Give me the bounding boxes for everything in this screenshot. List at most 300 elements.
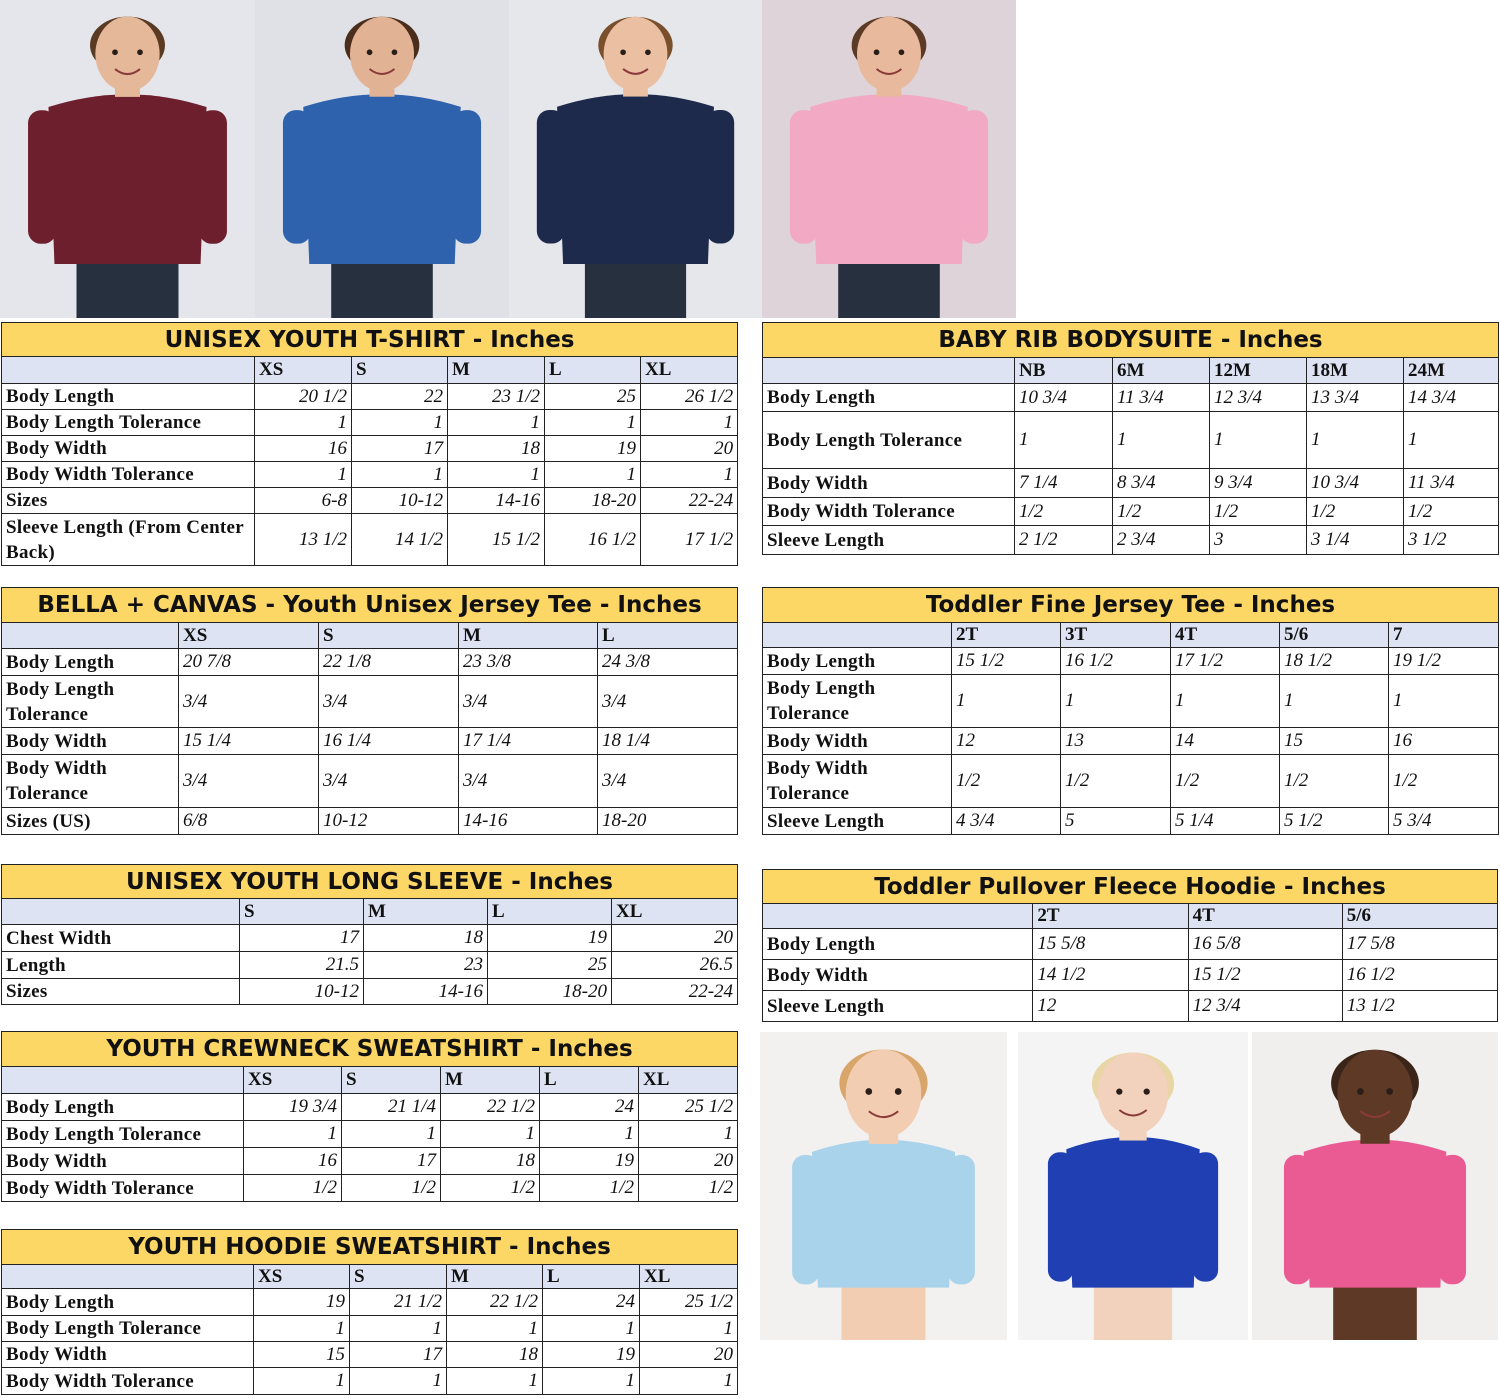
eye [865,1088,872,1095]
measurement-cell: 12 [1033,991,1188,1022]
measurement-cell: 1 [543,1316,640,1342]
measurement-cell: 19 1/2 [1389,648,1499,675]
row-label: Body Width [763,728,952,755]
youth-tshirt-size-table [1,322,738,566]
toddler-photo-2 [1018,1032,1248,1340]
row-label: Sleeve Length [763,991,1033,1022]
measurement-cell: 16 [1389,728,1499,755]
eye [1144,1089,1150,1095]
table-row [2,1289,738,1316]
measurement-cell: 1 [639,1121,738,1148]
measurement-cell: 19 [488,925,612,952]
size-header: XL [641,357,738,384]
measurement-cell: 11 3/4 [1113,384,1210,412]
face [95,17,159,92]
measurement-cell: 22 1/2 [447,1289,543,1316]
measurement-cell: 17 [350,1342,447,1368]
boy-burgundy-tshirt-illustration [0,0,255,318]
measurement-cell: 17 5/8 [1342,929,1497,960]
row-label: Body Length Tolerance [2,410,255,436]
table-row [2,384,738,410]
table-title: YOUTH CREWNECK SWEATSHIRT - Inches [2,1032,738,1067]
measurement-cell: 26.5 [612,952,738,979]
right-arm [453,110,481,244]
measurement-cell: 7 1/4 [1015,469,1113,498]
measurement-cell: 1 [641,462,738,488]
eye [1357,1088,1364,1095]
measurement-cell: 1/2 [342,1175,441,1202]
youth-photo-1 [0,0,255,318]
face [350,17,414,92]
size-header: 18M [1307,358,1404,384]
row-label: Body Length [2,649,179,676]
measurement-cell: 16 [255,436,352,462]
measurement-cell: 17 1/4 [459,728,598,755]
measurement-cell: 15 1/2 [952,648,1061,675]
table-row [763,929,1498,960]
left-arm [537,110,565,244]
measurement-cell: 13 1/2 [1342,991,1497,1022]
measurement-cell: 11 3/4 [1404,469,1499,498]
toddler-hoodie-size-table [762,869,1498,1022]
measurement-cell: 15 [254,1342,350,1368]
measurement-cell: 1 [244,1121,342,1148]
eye [1386,1088,1393,1095]
measurement-cell: 10-12 [240,979,364,1005]
row-label: Body Length Tolerance [763,675,952,728]
measurement-cell: 18 1/2 [1280,648,1389,675]
measurement-cell: 1/2 [1061,755,1171,808]
measurement-cell: 3/4 [598,676,738,728]
measurement-cell: 16 [244,1148,342,1175]
measurement-cell: 10 3/4 [1307,469,1404,498]
header-corner-cell [763,358,1015,384]
size-header: S [350,1265,447,1289]
header-corner-cell [763,623,952,648]
measurement-cell: 15 1/2 [1188,960,1342,991]
measurement-cell: 25 1/2 [640,1289,738,1316]
measurement-cell: 2 3/4 [1113,526,1210,555]
measurement-cell: 1 [545,462,641,488]
toddler-photo-1 [760,1032,1007,1340]
row-label: Sleeve Length [763,808,952,835]
measurement-cell: 1/2 [1113,498,1210,526]
row-label: Body Width [763,960,1033,991]
left-arm [28,110,56,244]
table-row [763,526,1499,555]
row-label: Chest Width [2,925,240,952]
measurement-cell: 1/2 [244,1175,342,1202]
measurement-cell: 13 [1061,728,1171,755]
table-title: UNISEX YOUTH T-SHIRT - Inches [2,323,738,357]
measurement-cell: 20 [639,1148,738,1175]
garment-body [1304,1139,1447,1287]
measurement-cell: 1 [254,1368,350,1395]
table-row [2,1175,738,1202]
size-header: L [488,899,612,925]
row-label: Body Width [2,728,179,755]
table-row [2,952,738,979]
measurement-cell: 1/2 [441,1175,540,1202]
measurement-cell: 26 1/2 [641,384,738,410]
measurement-cell: 3/4 [598,755,738,808]
table-row [2,925,738,952]
garment-body [303,94,460,264]
measurement-cell: 5 1/4 [1171,808,1280,835]
measurement-cell: 1 [641,410,738,436]
table-row [2,1342,738,1368]
measurement-cell: 5 1/2 [1280,808,1389,835]
measurement-cell: 1 [352,410,448,436]
measurement-cell: 16 1/2 [545,514,641,566]
eye [895,1088,902,1095]
measurement-cell: 15 [1280,728,1389,755]
size-header: M [447,1265,543,1289]
measurement-cell: 1 [640,1368,738,1395]
row-label: Body Length [763,384,1015,412]
measurement-cell: 18-20 [488,979,612,1005]
left-arm [283,110,311,244]
measurement-cell: 1 [352,462,448,488]
table-row [2,514,738,566]
measurement-cell: 1 [540,1121,639,1148]
measurement-cell: 22 1/2 [441,1094,540,1121]
measurement-cell: 20 [641,436,738,462]
table-title-row [2,588,738,623]
measurement-cell: 5 3/4 [1389,808,1499,835]
measurement-cell: 23 3/8 [459,649,598,676]
measurement-cell: 1/2 [1404,498,1499,526]
row-label: Length [2,952,240,979]
garment-body [1066,1137,1199,1288]
size-header: NB [1015,358,1113,384]
measurement-cell: 17 [352,436,448,462]
measurement-cell: 2 1/2 [1015,526,1113,555]
header-corner-cell [2,1265,254,1289]
measurement-cell: 25 [545,384,641,410]
table-title-row [2,865,738,899]
table-title: UNISEX YOUTH LONG SLEEVE - Inches [2,865,738,899]
youth-photo-4 [762,0,1016,318]
row-label: Body Width Tolerance [2,1368,254,1395]
face [1098,1053,1168,1135]
size-header: S [342,1067,441,1094]
measurement-cell: 1 [448,462,545,488]
row-label: Body Width [2,1342,254,1368]
measurement-cell: 18-20 [545,488,641,514]
table-row [2,1094,738,1121]
size-header: S [319,623,459,649]
table-header-row [2,1265,738,1289]
table-row [763,384,1499,412]
table-row [2,1316,738,1342]
table-row [2,1368,738,1395]
legs [842,1278,926,1340]
youth-photo-3 [509,0,762,318]
measurement-cell: 19 3/4 [244,1094,342,1121]
table-title: Toddler Pullover Fleece Hoodie - Inches [763,870,1498,904]
header-corner-cell [2,899,240,925]
boy-royal-long-sleeve-illustration [255,0,509,318]
left-arm [790,110,818,244]
left-arm [792,1155,819,1284]
measurement-cell: 4 3/4 [952,808,1061,835]
table-title: BELLA + CANVAS - Youth Unisex Jersey Tee - Inches [2,588,738,623]
measurement-cell: 1 [255,410,352,436]
measurement-cell: 1/2 [639,1175,738,1202]
table-header-row [763,904,1498,929]
table-row [2,1121,738,1148]
right-arm [199,110,227,244]
measurement-cell: 1 [1389,675,1499,728]
size-header: 6M [1113,358,1210,384]
toddler-blue-tee-illustration [1018,1032,1248,1340]
measurement-cell: 1 [1113,412,1210,469]
table-row [2,436,738,462]
size-header: M [459,623,598,649]
measurement-cell: 5 [1061,808,1171,835]
measurement-cell: 20 7/8 [179,649,319,676]
youth-photo-2 [255,0,509,318]
toddler-tee-size-table [762,587,1499,835]
measurement-cell: 10 3/4 [1015,384,1113,412]
measurement-cell: 1/2 [1171,755,1280,808]
measurement-cell: 14-16 [459,808,598,835]
table-row [763,498,1499,526]
table-row [763,960,1498,991]
table-row [763,469,1499,498]
table-title-row [763,870,1498,904]
size-header: XS [255,357,352,384]
row-label: Body Width Tolerance [2,755,179,808]
table-row [2,1148,738,1175]
measurement-cell: 1 [350,1316,447,1342]
row-label: Body Length Tolerance [2,1121,244,1148]
table-header-row [763,358,1499,384]
table-row [2,649,738,676]
measurement-cell: 1 [350,1368,447,1395]
measurement-cell: 18-20 [598,808,738,835]
table-row [763,648,1499,675]
eye [367,49,373,55]
size-header: XL [640,1265,738,1289]
measurement-cell: 15 5/8 [1033,929,1188,960]
right-arm [706,110,734,244]
measurement-cell: 15 1/2 [448,514,545,566]
row-label: Body Width [2,1148,244,1175]
measurement-cell: 22-24 [612,979,738,1005]
measurement-cell: 14-16 [448,488,545,514]
measurement-cell: 12 3/4 [1188,991,1342,1022]
table-row [763,728,1499,755]
row-label: Body Length Tolerance [2,676,179,728]
baby-rib-size-table [762,322,1499,555]
size-header: 3T [1061,623,1171,648]
measurement-cell: 3/4 [459,755,598,808]
measurement-cell: 8 3/4 [1113,469,1210,498]
size-header: L [598,623,738,649]
table-row [2,676,738,728]
measurement-cell: 1 [543,1368,640,1395]
boy-navy-sweatshirt-illustration [509,0,762,318]
measurement-cell: 1 [1061,675,1171,728]
row-label: Sizes [2,979,240,1005]
size-header: 24M [1404,358,1499,384]
size-header: 2T [952,623,1061,648]
table-row [2,462,738,488]
size-header: S [352,357,448,384]
table-header-row [2,899,738,925]
size-header: 2T [1033,904,1188,929]
measurement-cell: 3 [1210,526,1307,555]
measurement-cell: 3/4 [319,676,459,728]
measurement-cell: 10-12 [352,488,448,514]
baby-light-blue-bodysuit-illustration [760,1032,1007,1340]
measurement-cell: 1 [447,1316,543,1342]
table-row [2,979,738,1005]
measurement-cell: 12 3/4 [1210,384,1307,412]
table-title: BABY RIB BODYSUITE - Inches [763,323,1499,358]
measurement-cell: 1 [255,462,352,488]
measurement-cell: 14 1/2 [352,514,448,566]
measurement-cell: 1 [447,1368,543,1395]
measurement-cell: 24 [540,1094,639,1121]
size-header: XS [254,1265,350,1289]
youth-photo-strip [0,0,1016,318]
header-corner-cell [2,357,255,384]
measurement-cell: 1 [640,1316,738,1342]
row-label: Body Length [2,1094,244,1121]
size-header: 12M [1210,358,1307,384]
measurement-cell: 16 1/2 [1342,960,1497,991]
measurement-cell: 16 1/2 [1061,648,1171,675]
legs [1094,1278,1172,1340]
measurement-cell: 1 [441,1121,540,1148]
girl-pink-hoodie-illustration [762,0,1016,318]
measurement-cell: 19 [545,436,641,462]
size-header: 5/6 [1342,904,1497,929]
measurement-cell: 1 [448,410,545,436]
measurement-cell: 1/2 [1210,498,1307,526]
right-arm [960,110,988,244]
measurement-cell: 17 1/2 [641,514,738,566]
row-label: Body Length [763,648,952,675]
measurement-cell: 18 [364,925,488,952]
measurement-cell: 17 1/2 [1171,648,1280,675]
size-header: XL [639,1067,738,1094]
row-label: Body Length [763,929,1033,960]
table-row [2,488,738,514]
table-title-row [763,588,1499,623]
measurement-cell: 14 1/2 [1033,960,1188,991]
table-row [763,755,1499,808]
measurement-cell: 1/2 [1280,755,1389,808]
table-row [2,755,738,808]
measurement-cell: 1 [1404,412,1499,469]
measurement-cell: 13 3/4 [1307,384,1404,412]
header-corner-cell [2,623,179,649]
left-arm [1284,1155,1311,1284]
measurement-cell: 1/2 [1015,498,1113,526]
measurement-cell: 1 [1015,412,1113,469]
measurement-cell: 3/4 [179,755,319,808]
row-label: Body Width Tolerance [2,462,255,488]
measurement-cell: 10-12 [319,808,459,835]
row-label: Sizes [2,488,255,514]
size-header: M [441,1067,540,1094]
measurement-cell: 18 [448,436,545,462]
measurement-cell: 16 1/4 [319,728,459,755]
table-row [763,675,1499,728]
eye [874,49,880,55]
table-row [763,991,1498,1022]
table-title-row [2,323,738,357]
measurement-cell: 13 1/2 [255,514,352,566]
row-label: Sleeve Length (From Center Back) [2,514,255,566]
measurement-cell: 1 [545,410,641,436]
measurement-cell: 16 5/8 [1188,929,1342,960]
garment-body [48,94,206,264]
size-header: XS [179,623,319,649]
measurement-cell: 20 [612,925,738,952]
eye [137,49,143,55]
row-label: Body Length Tolerance [2,1316,254,1342]
header-corner-cell [763,904,1033,929]
row-label: Body Length [2,384,255,410]
youth-long-sleeve-size-table [1,864,738,1005]
measurement-cell: 14 3/4 [1404,384,1499,412]
toddler-photo-3 [1252,1032,1498,1340]
size-header: 5/6 [1280,623,1389,648]
row-label: Sizes (US) [2,808,179,835]
toddler-pink-hoodie-illustration [1252,1032,1498,1340]
right-arm [948,1155,975,1284]
table-title-row [2,1230,738,1265]
measurement-cell: 15 1/4 [179,728,319,755]
size-header: 4T [1188,904,1342,929]
measurement-cell: 18 1/4 [598,728,738,755]
face [604,17,668,91]
measurement-cell: 21 1/4 [342,1094,441,1121]
size-header: XL [612,899,738,925]
row-label: Body Width Tolerance [2,1175,244,1202]
measurement-cell: 18 [447,1342,543,1368]
measurement-cell: 21.5 [240,952,364,979]
table-row [763,412,1499,469]
measurement-cell: 14 [1171,728,1280,755]
youth-crewneck-size-table [1,1031,738,1202]
size-header: 7 [1389,623,1499,648]
measurement-cell: 1/2 [1307,498,1404,526]
legs [1333,1278,1417,1340]
table-title-row [763,323,1499,358]
measurement-cell: 25 [488,952,612,979]
measurement-cell: 9 3/4 [1210,469,1307,498]
measurement-cell: 3 1/4 [1307,526,1404,555]
toddler-photo-strip [760,1032,1500,1342]
size-header: L [545,357,641,384]
table-header-row [2,623,738,649]
size-header: L [543,1265,640,1289]
row-label: Sleeve Length [763,526,1015,555]
measurement-cell: 1 [1210,412,1307,469]
size-header: XS [244,1067,342,1094]
row-label: Body Width Tolerance [763,755,952,808]
measurement-cell: 3/4 [319,755,459,808]
eye [392,49,398,55]
measurement-cell: 25 1/2 [639,1094,738,1121]
measurement-cell: 22 1/8 [319,649,459,676]
